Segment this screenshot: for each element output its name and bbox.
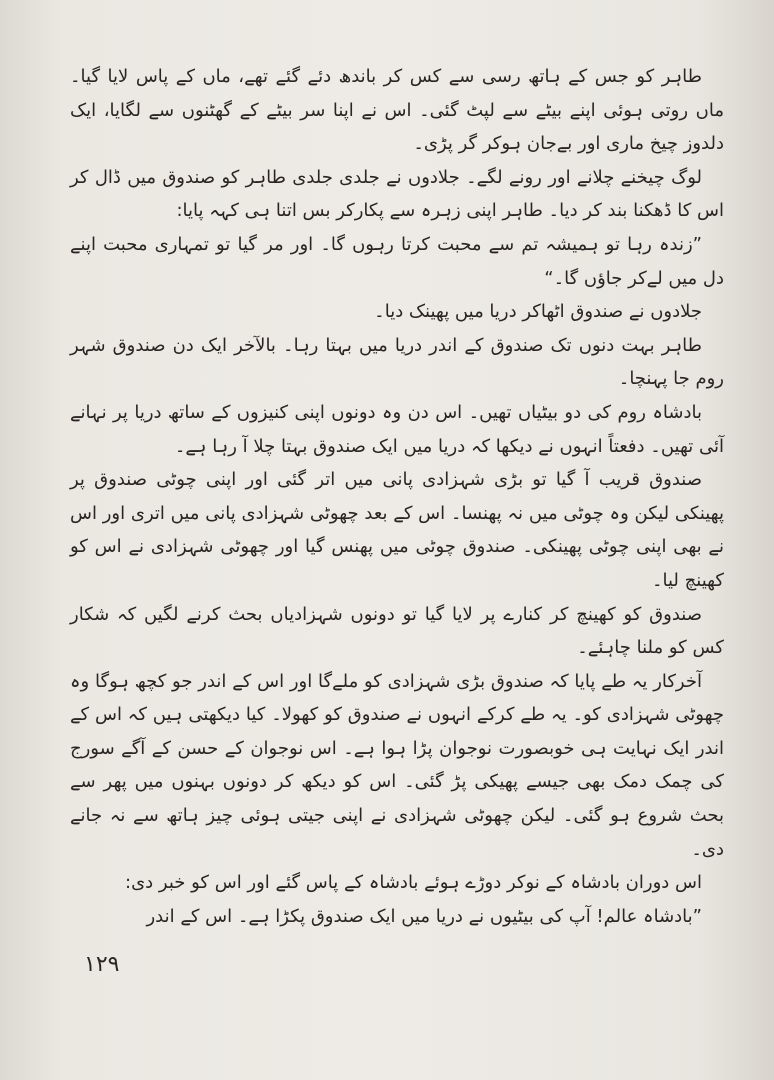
paragraph: صندوق کو کھینچ کر کنارے پر لایا گیا تو دونوں شہزادیاں بحث کرنے لگیں کہ شکار کس کو ملنا چاہئے۔ xyxy=(70,603,724,659)
quote-paragraph: ”زندہ رہا تو ہمیشہ تم سے محبت کرتا رہوں گا۔ اور مر گیا تو تمہاری محبت اپنے دل میں لےکر جاؤں گا۔“ xyxy=(70,233,724,289)
paragraph: آخرکار یہ طے پایا کہ صندوق بڑی شہزادی کو ملےگا اور اس کے اندر جو کچھ ہوگا وہ چھوٹی شہزادی کو۔ یہ طے کرکے انہوں نے صندوق کو کھولا۔ کیا دیکھتی ہیں کہ اس کے اندر ایک نہایت ہی خوبصورت نوجوان پڑا ہوا ہے۔ اس نوجوان کے حسن کے آگے سورج کی چمک دمک بھی جیسے پھیکی پڑ گئی۔ اس کو دیکھ کر دونوں بہنوں میں پھر سے بحث شروع ہو گئی۔ لیکن چھوٹی شہزادی نے اپنی جیتی ہوئی چیز ہاتھ سے نہ جانے دی۔ xyxy=(70,670,724,860)
paragraph: بادشاہ روم کی دو بیٹیاں تھیں۔ اس دن وہ دونوں اپنی کنیزوں کے ساتھ دریا پر نہانے آئی تھیں۔ دفعتاً انہوں نے دیکھا کہ دریا میں ایک صندوق بہتا چلا آ رہا ہے۔ xyxy=(70,401,724,457)
page-number: ۱۲۹ xyxy=(84,952,120,977)
paragraph: طاہر کو جس کے ہاتھ رسی سے کس کر باندھ دئے گئے تھے، ماں کے پاس لایا گیا۔ ماں روتی ہوئی اپنے بیٹے سے لپٹ گئی۔ اس نے اپنا سر بیٹے کے گھٹنوں سے لگایا، ایک دلدوز چیخ ماری اور بےجان ہوکر گر پڑی۔ xyxy=(70,66,724,155)
paragraph: لوگ چیخنے چلانے اور رونے لگے۔ جلادوں نے جلدی جلدی طاہر کو صندوق میں ڈال کر اس کا ڈھکنا بند کر دیا۔ طاہر اپنی زہرہ سے پکارکر بس اتنا ہی کہہ پایا: xyxy=(70,166,724,222)
text-body xyxy=(70,60,724,933)
paragraph: جلادوں نے صندوق اٹھاکر دریا میں پھینک دیا۔ xyxy=(374,301,702,323)
paragraph: طاہر بہت دنوں تک صندوق کے اندر دریا میں بہتا رہا۔ بالآخر ایک دن صندوق شہر روم جا پہنچا۔ xyxy=(70,334,724,390)
paragraph: اس دوران بادشاہ کے نوکر دوڑے ہوئے بادشاہ کے پاس گئے اور اس کو خبر دی: xyxy=(125,872,702,894)
paragraph: صندوق قریب آ گیا تو بڑی شہزادی پانی میں اتر گئی اور اپنی چوٹی صندوق پر پھینکی لیکن وہ چوٹی میں نہ پھنسا۔ اس کے بعد چھوٹی شہزادی پانی میں اتری اور اس نے بھی اپنی چوٹی پھینکی۔ صندوق چوٹی میں پھنس گیا اور چھوٹی شہزادی نے اس کو کھینچ لیا۔ xyxy=(70,469,724,591)
quote-paragraph: ”بادشاہ عالم! آپ کی بیٹیوں نے دریا میں ایک صندوق پکڑا ہے۔ اس کے اندر xyxy=(146,905,702,927)
